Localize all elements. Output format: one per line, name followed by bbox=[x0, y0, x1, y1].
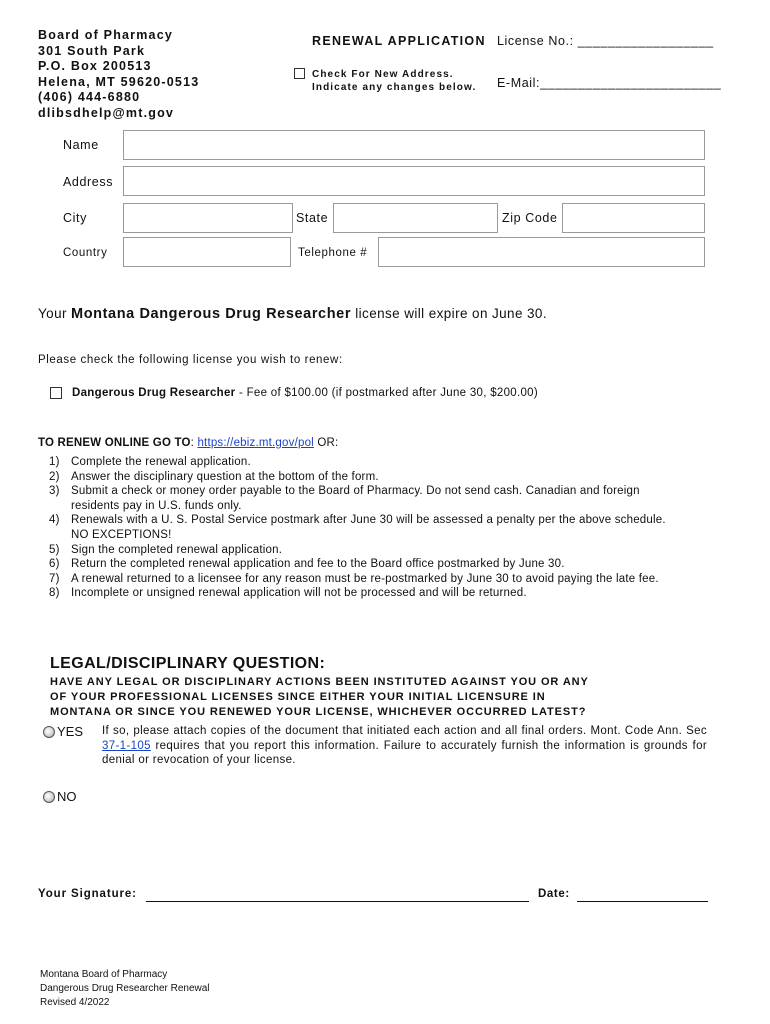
footer-line: Revised 4/2022 bbox=[40, 997, 110, 1008]
footer-line: Dangerous Drug Researcher Renewal bbox=[40, 983, 210, 994]
step-text: A renewal returned to a licensee for any reason must be re-postmarked by June 30 to avoid paying the late fee. bbox=[71, 572, 659, 585]
new-address-label bbox=[312, 68, 476, 94]
step-number: 7) bbox=[49, 572, 60, 585]
yes-instructions bbox=[102, 724, 707, 768]
list-item bbox=[38, 586, 666, 601]
list-item bbox=[38, 543, 666, 558]
zip-code-input[interactable] bbox=[562, 203, 705, 233]
step-text: residents pay in U.S. funds only. bbox=[71, 499, 242, 512]
online-colon: : bbox=[190, 437, 198, 449]
step-number: 4) bbox=[49, 514, 60, 527]
step-number: 8) bbox=[49, 587, 60, 600]
no-label: NO bbox=[57, 789, 77, 804]
date-line[interactable] bbox=[577, 901, 708, 902]
online-suffix: OR: bbox=[313, 437, 339, 449]
legal-question-line: MONTANA OR SINCE YOU RENEWED YOUR LICENSE, WHICHEVER OCCURRED LATEST? bbox=[50, 706, 587, 719]
email-field[interactable]: E-Mail:________________________ bbox=[497, 76, 722, 90]
address-line: Helena, MT 59620-0513 bbox=[38, 74, 200, 89]
legal-question bbox=[50, 675, 589, 721]
license-option-name: Dangerous Drug Researcher bbox=[72, 387, 236, 399]
board-address bbox=[38, 28, 199, 121]
step-text: Renewals with a U. S. Postal Service postmark after June 30 will be assessed a penalty per the above schedule. bbox=[71, 514, 666, 527]
legal-question-title: LEGAL/DISCIPLINARY QUESTION: bbox=[50, 655, 326, 672]
telephone-input[interactable] bbox=[378, 237, 705, 267]
date-label: Date: bbox=[538, 888, 570, 900]
expiration-notice bbox=[38, 306, 547, 322]
state-input[interactable] bbox=[333, 203, 498, 233]
address-line: P.O. Box 200513 bbox=[38, 59, 152, 73]
yes-radio[interactable] bbox=[43, 726, 55, 738]
list-item bbox=[38, 499, 666, 514]
state-label: State bbox=[296, 211, 329, 225]
step-number: 6) bbox=[49, 558, 60, 571]
legal-question-line: OF YOUR PROFESSIONAL LICENSES SINCE EITHER YOUR INITIAL LICENSURE IN bbox=[50, 691, 546, 704]
step-number bbox=[38, 528, 71, 543]
step-number: 5) bbox=[49, 543, 60, 556]
footer bbox=[40, 968, 210, 1010]
new-address-label-line: Check For New Address. bbox=[312, 69, 454, 80]
telephone-label: Telephone # bbox=[298, 247, 368, 259]
list-item bbox=[38, 470, 666, 485]
yes-text-before: If so, please attach copies of the document that initiated each action and all final orders. Mont. Code Ann. Sec bbox=[102, 725, 707, 737]
list-item bbox=[38, 572, 666, 587]
list-item bbox=[38, 455, 666, 470]
step-text: Incomplete or unsigned renewal application will not be processed and will be returned. bbox=[71, 587, 527, 600]
yes-text-after: requires that you report this information. Failure to accurately furnish the information is grounds for denial or revocation of your license. bbox=[102, 739, 707, 767]
license-instruction: Please check the following license you wish to renew: bbox=[38, 354, 343, 366]
address-label: Address bbox=[63, 175, 114, 189]
signature-label: Your Signature: bbox=[38, 888, 137, 900]
address-input[interactable] bbox=[123, 166, 705, 196]
online-renewal-label: TO RENEW ONLINE GO TO bbox=[38, 437, 191, 449]
footer-line: Montana Board of Pharmacy bbox=[40, 969, 168, 980]
step-text: NO EXCEPTIONS! bbox=[71, 528, 172, 541]
new-address-checkbox[interactable] bbox=[294, 68, 305, 79]
step-text: Sign the completed renewal application. bbox=[71, 543, 283, 556]
zip-code-label: Zip Code bbox=[502, 211, 558, 225]
step-text: Answer the disciplinary question at the bottom of the form. bbox=[71, 470, 379, 483]
no-radio[interactable] bbox=[43, 791, 55, 803]
step-text: Submit a check or money order payable to the Board of Pharmacy. Do not send cash. Canadian and foreign bbox=[71, 485, 640, 498]
renewal-steps bbox=[38, 455, 666, 601]
expire-suffix: license will expire on June 30. bbox=[351, 306, 547, 321]
step-text: Return the completed renewal application and fee to the Board office postmarked by June 30. bbox=[71, 558, 565, 571]
list-item bbox=[38, 528, 666, 543]
license-name: Montana Dangerous Drug Researcher bbox=[71, 306, 352, 322]
email-address: dlibsdhelp@mt.gov bbox=[38, 105, 175, 120]
step-number: 2) bbox=[49, 470, 60, 483]
online-renewal bbox=[38, 437, 338, 449]
city-input[interactable] bbox=[123, 203, 293, 233]
step-number: 1) bbox=[49, 456, 60, 468]
step-number bbox=[38, 499, 71, 514]
country-label: Country bbox=[63, 247, 108, 259]
license-option-fee: - Fee of $100.00 (if postmarked after June 30, $200.00) bbox=[235, 387, 539, 399]
statute-link[interactable]: 37-1-105 bbox=[102, 739, 151, 752]
expire-prefix: Your bbox=[38, 306, 72, 321]
address-line: Board of Pharmacy bbox=[38, 28, 174, 42]
license-option-label bbox=[72, 387, 538, 399]
city-label: City bbox=[63, 211, 87, 225]
online-renewal-link[interactable]: https://ebiz.mt.gov/pol bbox=[197, 437, 314, 449]
name-label: Name bbox=[63, 138, 99, 152]
yes-label: YES bbox=[57, 724, 84, 739]
list-item bbox=[38, 557, 666, 572]
step-text: Complete the renewal application. bbox=[71, 456, 251, 468]
step-number: 3) bbox=[49, 485, 60, 498]
name-input[interactable] bbox=[123, 130, 705, 160]
list-item bbox=[38, 484, 666, 499]
list-item bbox=[38, 513, 666, 528]
country-input[interactable] bbox=[123, 237, 291, 267]
new-address-label-line: Indicate any changes below. bbox=[312, 82, 477, 93]
signature-line[interactable] bbox=[146, 901, 529, 902]
legal-question-line: HAVE ANY LEGAL OR DISCIPLINARY ACTIONS BEEN INSTITUTED AGAINST YOU OR ANY bbox=[50, 676, 589, 688]
license-number-field[interactable]: License No.: __________________ bbox=[497, 34, 714, 48]
dangerous-drug-researcher-checkbox[interactable] bbox=[50, 387, 62, 399]
phone-number: (406) 444-6880 bbox=[38, 90, 141, 104]
address-line: 301 South Park bbox=[38, 43, 146, 58]
page-title: RENEWAL APPLICATION bbox=[312, 34, 486, 48]
